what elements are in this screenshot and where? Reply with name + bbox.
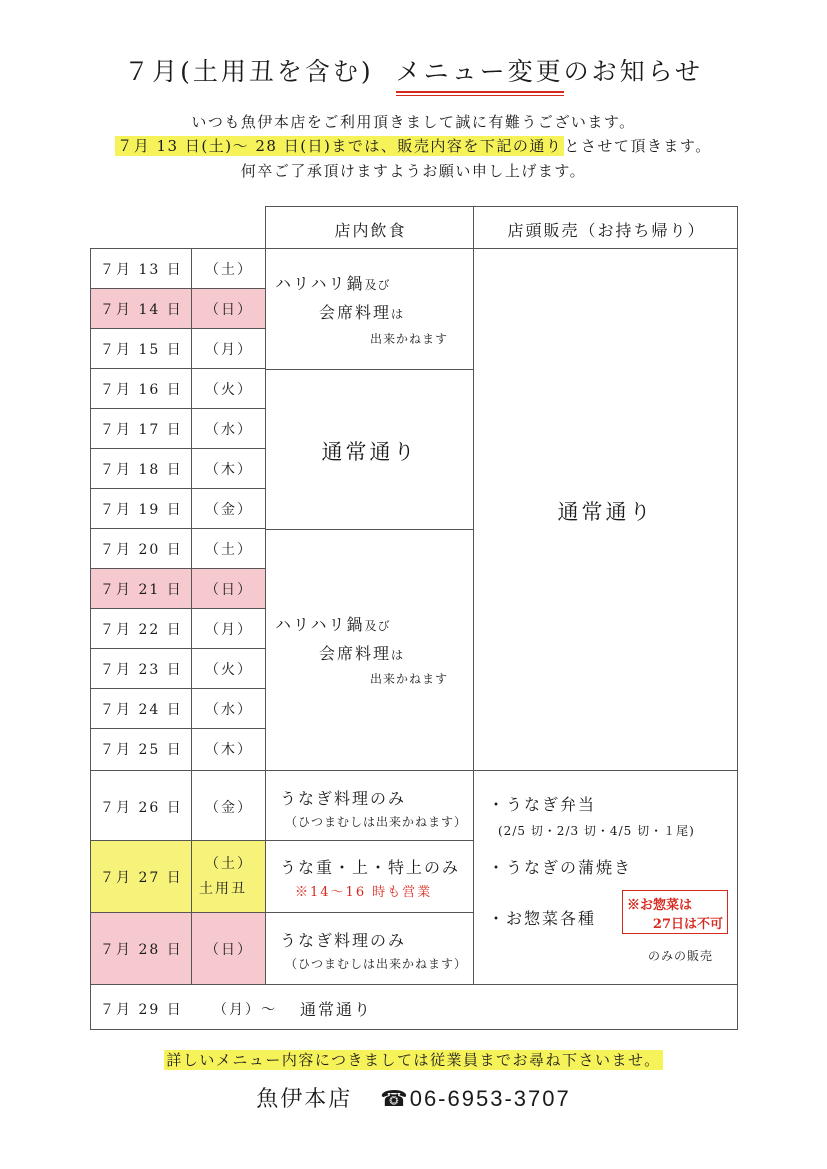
takeout-item1: ・うなぎ弁当 [488,795,597,814]
block-c-line3: 出来かねます [370,672,449,686]
row-divider [90,528,265,529]
row-date: ７月 15 日 [100,342,183,358]
shop-name: 魚伊本店 [256,1087,353,1112]
divider-takeout [473,248,474,985]
row-divider [90,408,265,409]
title-main: ７月(土用丑を含む) [124,57,374,86]
telephone-icon: ☎ [380,1087,410,1112]
row-date: ７月 25 日 [100,742,183,758]
row-date: ７月 18 日 [100,462,183,478]
row-divider [90,568,265,569]
takeout-note-box [622,890,728,934]
intro-line-3: 何卒ご了承頂けますようお願い申し上げます。 [240,162,587,180]
row-day: （金） [205,502,253,518]
row-day: （日） [205,582,253,598]
takeout-item3: ・お惣菜各種 [488,909,597,928]
row-divider [90,448,265,449]
row-divider [90,688,265,689]
takeout-note-line2: 27日は不可 [652,917,723,932]
row-divider [90,728,265,729]
row-date: ７月 13 日 [100,262,183,278]
row26-dine-line1: うなぎ料理のみ [280,789,407,808]
title-emphasis: メニュー変更 [396,52,564,93]
row-divider [90,288,265,289]
row-day: （月） [205,622,253,638]
row28-date: ７月 28 日 [100,942,183,958]
header-dine-in: 店内飲食 [334,221,407,240]
block-a-line1: ハリハリ鍋及び [275,274,391,293]
divider-row29-top [90,984,738,985]
row-divider [90,328,265,329]
footer-note: 詳しいメニュー内容につきましては従業員までお尋ね下さいませ。 [166,1051,661,1069]
block-c-line2: 会席料理は [319,644,405,663]
row-day: （月） [205,342,253,358]
row-day: （火） [205,662,253,678]
row28-day: （日） [205,942,253,958]
title-suffix: のお知らせ [563,57,703,86]
takeout-item1-detail: (2/5 切・2/3 切・4/5 切・１尾) [498,824,695,838]
row-date: ７月 20 日 [100,542,183,558]
row-day: （水） [205,422,253,438]
header-takeout: 店頭販売（お持ち帰り） [507,221,706,240]
block-a-bottom [265,369,474,370]
divider-date-day-lower [191,770,192,985]
row29-day: （月）～ [213,1002,277,1018]
takeout-item2: ・うなぎの蒲焼き [488,858,633,877]
row27-day-bg [192,841,265,912]
row-day: （木） [205,742,253,758]
row27-doyo: 土用丑 [199,881,247,897]
row-divider [90,648,265,649]
row28-dine-line1: うなぎ料理のみ [280,931,407,950]
row29-date: ７月 29 日 [100,1002,183,1018]
footer-shop [0,1082,827,1113]
intro-line-1: いつも魚伊本店をご利用頂きまして誠に有難うございます。 [191,113,636,131]
row-day: （土） [205,262,253,278]
phone-number: 06-6953-3707 [409,1086,571,1111]
header-takeout-cell [473,206,738,249]
row-divider [90,488,265,489]
row-date: ７月 16 日 [100,382,183,398]
block-c-line1: ハリハリ鍋及び [275,615,391,634]
row-day: （火） [205,382,253,398]
takeout-tail: のみの販売 [648,949,714,963]
row26-day: （金） [205,800,253,816]
header-dine-in-cell [265,206,474,249]
row27-day: （土） [205,856,253,872]
divider-row26-top [90,770,738,771]
row27-dine-line1: うな重・上・特上のみ [280,858,461,877]
row-day: （水） [205,702,253,718]
row-date: ７月 24 日 [100,702,183,718]
row26-date: ７月 26 日 [100,800,183,816]
intro-line-2 [0,135,827,156]
row-date: ７月 19 日 [100,502,183,518]
takeout-normal: 通常通り [557,500,654,524]
takeout-note-line1: ※お惣菜は [627,898,693,913]
intro-line-2-rest: とさせて頂きます。 [564,137,712,155]
row-date: ７月 17 日 [100,422,183,438]
row26-dine-line2: （ひつまむしは出来かねます） [285,815,468,829]
row-divider [90,608,265,609]
block-a-line2: 会席料理は [319,303,405,322]
block-b-bottom [265,529,474,530]
intro-highlight: ７月 13 日(土)～ 28 日(日)までは、販売内容を下記の通り [117,137,563,155]
row29-text: 通常通り [300,1000,373,1019]
row-day: （土） [205,542,253,558]
row27-dine-line2: ※14～16 時も営業 [295,885,433,900]
page-title [0,52,827,93]
row-day: （日） [205,302,253,318]
row-date: ７月 14 日 [100,302,183,318]
row-date: ７月 23 日 [100,662,183,678]
row28-dine-line2: （ひつまむしは出来かねます） [285,957,468,971]
block-a-line3: 出来かねます [370,332,449,346]
row-date: ７月 22 日 [100,622,183,638]
divider-dine [265,248,266,985]
row-date: ７月 21 日 [100,582,183,598]
row-divider [90,368,265,369]
block-b-normal: 通常通り [321,440,418,464]
row27-date: ７月 27 日 [100,870,183,886]
row-day: （木） [205,462,253,478]
